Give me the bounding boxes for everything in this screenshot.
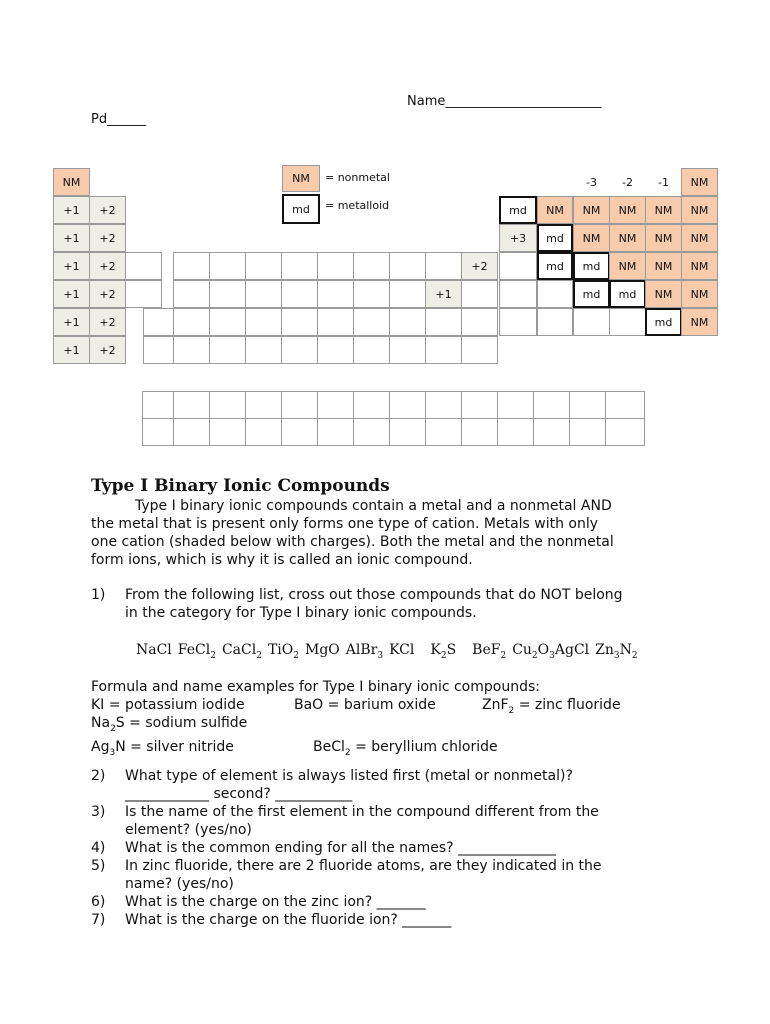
compound: AlBr$_3$ [345, 642, 384, 661]
compound: $Zn_3N_2$ [595, 642, 638, 661]
selenium-cell: NM [609, 252, 646, 280]
question-number: 3) [91, 804, 106, 820]
aluminum-charge-cell: +3 [499, 224, 537, 252]
group2-charge-cell: +2 [89, 196, 126, 224]
silicon-cell: md [537, 224, 573, 252]
empty-cell [609, 308, 646, 336]
section-title: Type I Binary Ionic Compounds [91, 476, 390, 496]
period-field-label: Pd______ [91, 112, 147, 127]
empty-cell [209, 391, 246, 419]
intro-paragraph [91, 497, 691, 569]
empty-cell [499, 252, 537, 280]
empty-cell [281, 391, 318, 419]
group1-charge-cell: +1 [53, 280, 90, 308]
compound: $K_2S$ [430, 642, 457, 661]
antimony-cell: md [573, 280, 610, 308]
empty-cell [389, 336, 426, 364]
group15-charge-label: -3 [586, 175, 597, 189]
empty-cell [281, 252, 318, 280]
empty-cell [317, 391, 354, 419]
example-ki: KI = potassium iodide [91, 697, 245, 713]
question-text: From the following list, cross out those compounds that do NOT belong [125, 587, 623, 603]
fluorine-cell: NM [645, 196, 682, 224]
empty-cell [537, 280, 573, 308]
empty-cell [245, 336, 282, 364]
examples-block [91, 678, 621, 758]
question-text: In zinc fluoride, there are 2 fluoride atoms, are they indicated in the [125, 858, 602, 874]
empty-cell [281, 280, 318, 308]
arsenic-cell: md [573, 252, 610, 280]
group1-charge-cell: +1 [53, 336, 90, 364]
question-text: What is the charge on the zinc ion? _______ [125, 894, 426, 910]
empty-cell [142, 418, 174, 446]
group1-charge-cell: +1 [53, 196, 90, 224]
iodine-cell: NM [645, 280, 682, 308]
empty-cell [317, 280, 354, 308]
examples-row [91, 738, 540, 756]
empty-cell [425, 336, 462, 364]
boron-cell: md [499, 196, 537, 224]
group2-charge-cell: +2 [89, 336, 126, 364]
zinc-charge-cell: +2 [461, 252, 498, 280]
group17-charge-label: -1 [658, 175, 669, 189]
name-field-label: Name________________________ [407, 94, 602, 109]
empty-cell [499, 308, 537, 336]
nitrogen-cell: NM [573, 196, 610, 224]
empty-cell [142, 391, 174, 419]
intro-line: form ions, which is why it is called an ionic compound. [91, 552, 473, 568]
empty-cell [497, 391, 534, 419]
compound: KCl [389, 642, 415, 658]
question-number: 1) [91, 587, 106, 603]
group2-charge-cell: +2 [89, 308, 126, 336]
group2-charge-cell: +2 [89, 224, 126, 252]
empty-cell [499, 280, 537, 308]
empty-cell [533, 418, 570, 446]
empty-cell [353, 336, 390, 364]
group2-charge-cell: +2 [89, 252, 126, 280]
argon-cell: NM [681, 224, 718, 252]
empty-cell [245, 308, 282, 336]
compound: CaCl$_2$ [221, 642, 262, 661]
legend-nonmetal-box: NM [282, 165, 320, 192]
compound: BeF$_2$ [472, 642, 507, 661]
empty-cell [125, 252, 162, 280]
empty-cell [209, 252, 246, 280]
question-number: 5) [91, 858, 106, 874]
legend-metalloid-text: = metalloid [325, 199, 390, 212]
neon-cell: NM [681, 196, 718, 224]
compound: MgO [304, 642, 340, 658]
empty-cell [125, 280, 162, 308]
compound: AgCl [554, 642, 590, 658]
empty-cell [461, 280, 498, 308]
empty-cell [533, 391, 570, 419]
empty-cell [605, 418, 645, 446]
oxygen-cell: NM [609, 196, 646, 224]
empty-cell [461, 391, 498, 419]
compound: NaCl [136, 642, 172, 658]
question-text: Is the name of the first element in the compound different from the [125, 804, 599, 820]
empty-cell [573, 308, 610, 336]
example-znf: ZnF$_2$ = zinc fluoride [482, 697, 621, 716]
empty-cell [425, 252, 462, 280]
compound-list [136, 642, 644, 661]
empty-cell [245, 391, 282, 419]
empty-cell [173, 280, 210, 308]
legend-nonmetal-text: = nonmetal [325, 171, 390, 184]
empty-cell [209, 418, 246, 446]
empty-cell [461, 336, 498, 364]
empty-cell [143, 336, 174, 364]
empty-cell [317, 252, 354, 280]
bromine-cell: NM [645, 252, 682, 280]
empty-cell [281, 336, 318, 364]
empty-cell [281, 418, 318, 446]
group1-charge-cell: +1 [53, 252, 90, 280]
question-text: name? (yes/no) [125, 876, 234, 892]
question-text: element? (yes/no) [125, 822, 252, 838]
empty-cell [353, 308, 390, 336]
empty-cell [173, 252, 210, 280]
empty-cell [389, 308, 426, 336]
empty-cell [389, 418, 426, 446]
empty-cell [605, 391, 645, 419]
empty-cell [425, 418, 462, 446]
question-number: 4) [91, 840, 106, 856]
question-text: What is the charge on the fluoride ion? _______ [125, 912, 452, 928]
empty-cell [353, 391, 390, 419]
radon-cell: NM [681, 308, 718, 336]
examples-row [91, 696, 621, 716]
question-number: 6) [91, 894, 106, 910]
intro-line: Type I binary ionic compounds contain a metal and a nonmetal AND [135, 498, 612, 514]
empty-cell [173, 391, 210, 419]
example-agn: $Ag_3N$ = silver nitride [91, 738, 234, 758]
empty-cell [389, 280, 426, 308]
xenon-cell: NM [681, 280, 718, 308]
compound: $Cu_2O_3$ [512, 642, 555, 661]
empty-cell [461, 418, 498, 446]
helium-cell: NM [681, 168, 718, 196]
germanium-cell: md [537, 252, 573, 280]
silver-charge-cell: +1 [425, 280, 462, 308]
empty-cell [317, 418, 354, 446]
compound: TiO$_2$ [267, 642, 299, 661]
group1-charge-cell: +1 [53, 308, 90, 336]
empty-cell [353, 280, 390, 308]
legend-metalloid-box: md [282, 194, 320, 224]
empty-cell [389, 252, 426, 280]
empty-cell [143, 308, 174, 336]
empty-cell [461, 308, 498, 336]
chlorine-cell: NM [645, 224, 682, 252]
empty-cell [497, 418, 534, 446]
question-number: 7) [91, 912, 106, 928]
empty-cell [425, 308, 462, 336]
example-bao: BaO = barium oxide [294, 697, 436, 713]
question-text: ____________ second? ___________ [125, 786, 353, 802]
empty-cell [569, 391, 606, 419]
empty-cell [281, 308, 318, 336]
empty-cell [537, 308, 573, 336]
empty-cell [209, 280, 246, 308]
empty-cell [317, 308, 354, 336]
question-text: in the category for Type I binary ionic compounds. [125, 605, 477, 621]
empty-cell [173, 418, 210, 446]
carbon-cell: NM [537, 196, 573, 224]
sulfur-cell: NM [609, 224, 646, 252]
hydrogen-cell: NM [53, 168, 90, 196]
group1-charge-cell: +1 [53, 224, 90, 252]
examples-intro: Formula and name examples for Type I binary ionic compounds: [91, 679, 540, 695]
empty-cell [173, 336, 210, 364]
group2-charge-cell: +2 [89, 280, 126, 308]
krypton-cell: NM [681, 252, 718, 280]
intro-line: the metal that is present only forms one type of cation. Metals with only [91, 516, 599, 532]
question-text: What is the common ending for all the names? ______________ [125, 840, 557, 856]
example-becl: BeCl$_2$ = beryllium chloride [313, 738, 498, 758]
example-nas: $Na_2S$ = sodium sulfide [91, 715, 248, 734]
empty-cell [353, 418, 390, 446]
empty-cell [245, 280, 282, 308]
question-text: What type of element is always listed first (metal or nonmetal)? [125, 768, 573, 784]
empty-cell [353, 252, 390, 280]
empty-cell [209, 336, 246, 364]
tellurium-cell: md [609, 280, 646, 308]
empty-cell [209, 308, 246, 336]
empty-cell [173, 308, 210, 336]
intro-line: one cation (shaded below with charges). Both the metal and the nonmetal [91, 534, 614, 550]
empty-cell [425, 391, 462, 419]
empty-cell [245, 418, 282, 446]
empty-cell [569, 418, 606, 446]
group16-charge-label: -2 [622, 175, 633, 189]
empty-cell [317, 336, 354, 364]
empty-cell [389, 391, 426, 419]
question-number: 2) [91, 768, 106, 784]
compound: FeCl$_2$ [177, 642, 216, 661]
astatine-cell: md [645, 308, 682, 336]
empty-cell [245, 252, 282, 280]
phosphorus-cell: NM [573, 224, 610, 252]
